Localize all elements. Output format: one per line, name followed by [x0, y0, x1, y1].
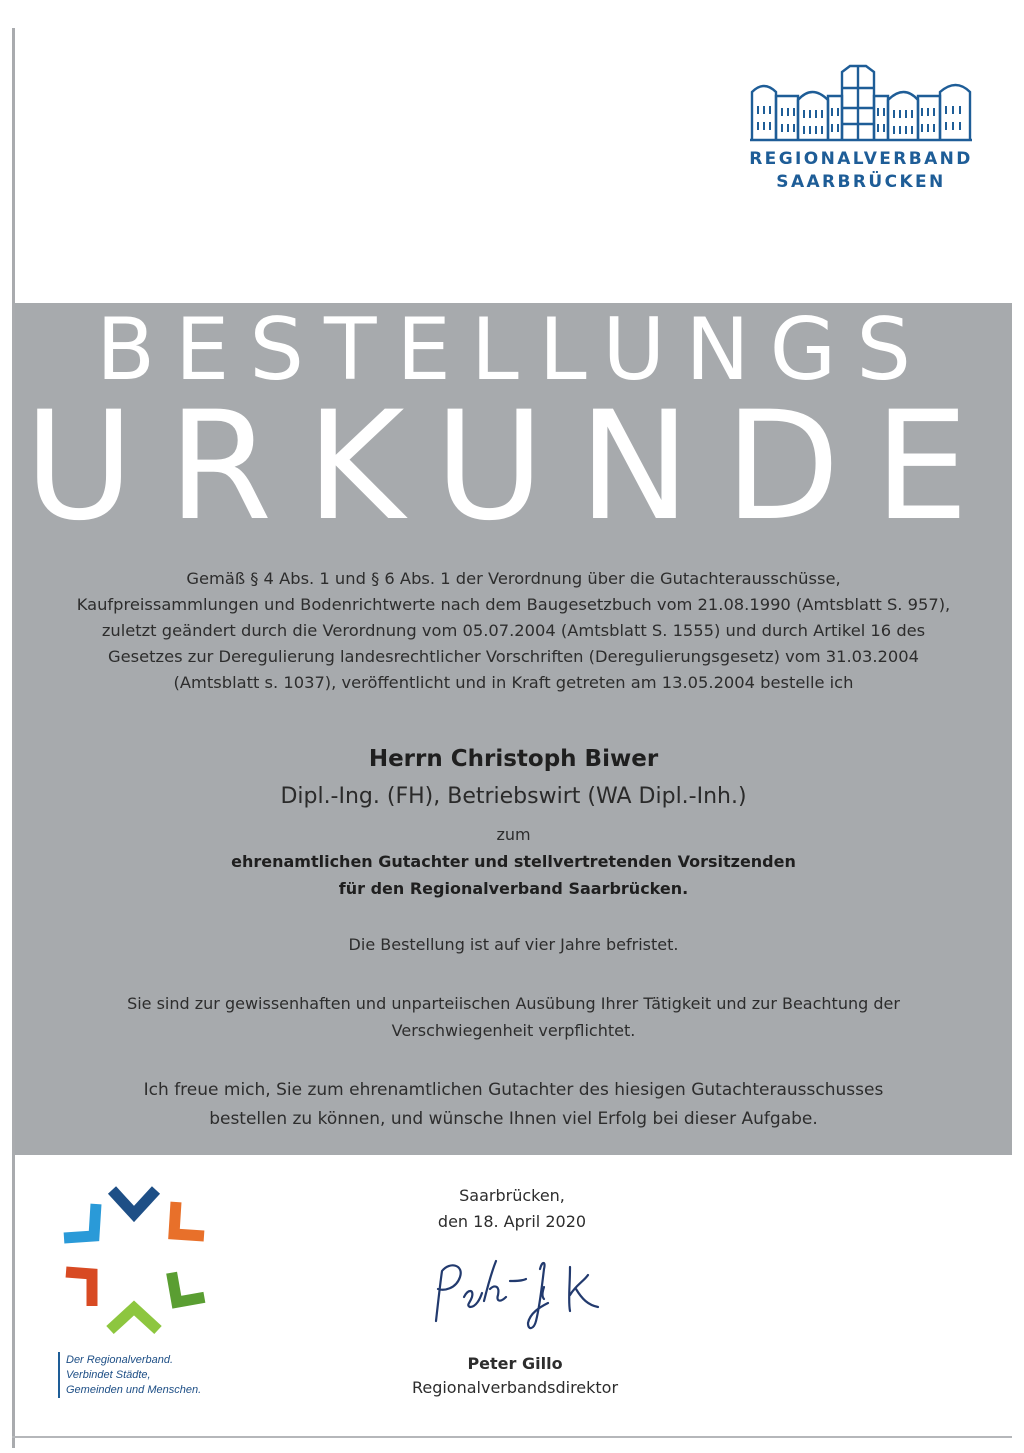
role-line: für den Regionalverband Saarbrücken.	[338, 879, 689, 898]
regionalverband-emblem-icon	[52, 1182, 216, 1340]
heading-line-1: BESTELLUNGS	[96, 300, 931, 400]
legal-line: Kaufpreissammlungen und Bodenrichtwerte nach dem Baugesetzbuch vom 21.08.1990 (Amtsblatt S. 957),	[76, 595, 951, 614]
logo-line-1: REGIONALVERBAND	[749, 149, 973, 169]
term-statement: Die Bestellung ist auf vier Jahre befristet.	[348, 935, 679, 954]
castle-building-icon	[750, 62, 972, 142]
appointee-qualifications: Dipl.-Ing. (FH), Betriebswirt (WA Dipl.-Inh.)	[280, 784, 747, 809]
bottom-border-line	[12, 1436, 1012, 1438]
closing-statement	[15, 1076, 1012, 1134]
appointment-role	[15, 848, 1012, 902]
regionalverband-logo	[748, 62, 974, 194]
signer-title: Regionalverbandsdirektor	[411, 1378, 619, 1397]
legal-basis-paragraph	[15, 566, 1012, 696]
place-and-date	[392, 1183, 632, 1235]
duty-line: Sie sind zur gewissenhaften und unparteiischen Ausübung Ihrer Tätigkeit und zur Beachtung der	[127, 994, 900, 1013]
handwritten-signature	[420, 1255, 620, 1335]
emblem-tagline	[66, 1353, 201, 1398]
legal-line: Gemäß § 4 Abs. 1 und § 6 Abs. 1 der Verordnung über die Gutachterausschüsse,	[186, 569, 841, 588]
role-line: ehrenamtlichen Gutachter und stellvertretenden Vorsitzenden	[231, 852, 796, 871]
duty-line: Verschwiegenheit verpflichtet.	[391, 1021, 636, 1040]
signer-block	[370, 1352, 660, 1400]
tagline-line: Der Regionalverband.	[66, 1354, 174, 1366]
tagline-line: Gemeinden und Menschen.	[66, 1384, 202, 1396]
closing-line: bestellen zu können, und wünsche Ihnen viel Erfolg bei dieser Aufgabe.	[209, 1109, 818, 1129]
signer-name: Peter Gillo	[467, 1354, 563, 1373]
duty-statement	[15, 990, 1012, 1044]
place: Saarbrücken,	[459, 1186, 565, 1205]
legal-line: zuletzt geändert durch die Verordnung vom 05.07.2004 (Amtsblatt S. 1555) und durch Artikel 16 des	[101, 621, 926, 640]
legal-line: (Amtsblatt s. 1037), veröffentlicht und in Kraft getreten am 13.05.2004 bestelle ich	[173, 673, 854, 692]
date: den 18. April 2020	[437, 1212, 587, 1231]
logo-wordmark	[748, 148, 974, 194]
appointee-name: Herrn Christoph Biwer	[368, 746, 659, 772]
legal-line: Gesetzes zur Deregulierung landesrechtlicher Vorschriften (Deregulierungsgesetz) vom 31.03.2004	[108, 647, 919, 666]
tagline-accent-line	[58, 1352, 60, 1398]
zum-text: zum	[496, 825, 531, 844]
closing-line: Ich freue mich, Sie zum ehrenamtlichen Gutachter des hiesigen Gutachterausschusses	[143, 1080, 884, 1100]
tagline-line: Verbindet Städte,	[66, 1369, 151, 1381]
heading-line-2: URKUNDE	[24, 380, 1003, 554]
logo-line-2: SAARBRÜCKEN	[776, 172, 946, 192]
